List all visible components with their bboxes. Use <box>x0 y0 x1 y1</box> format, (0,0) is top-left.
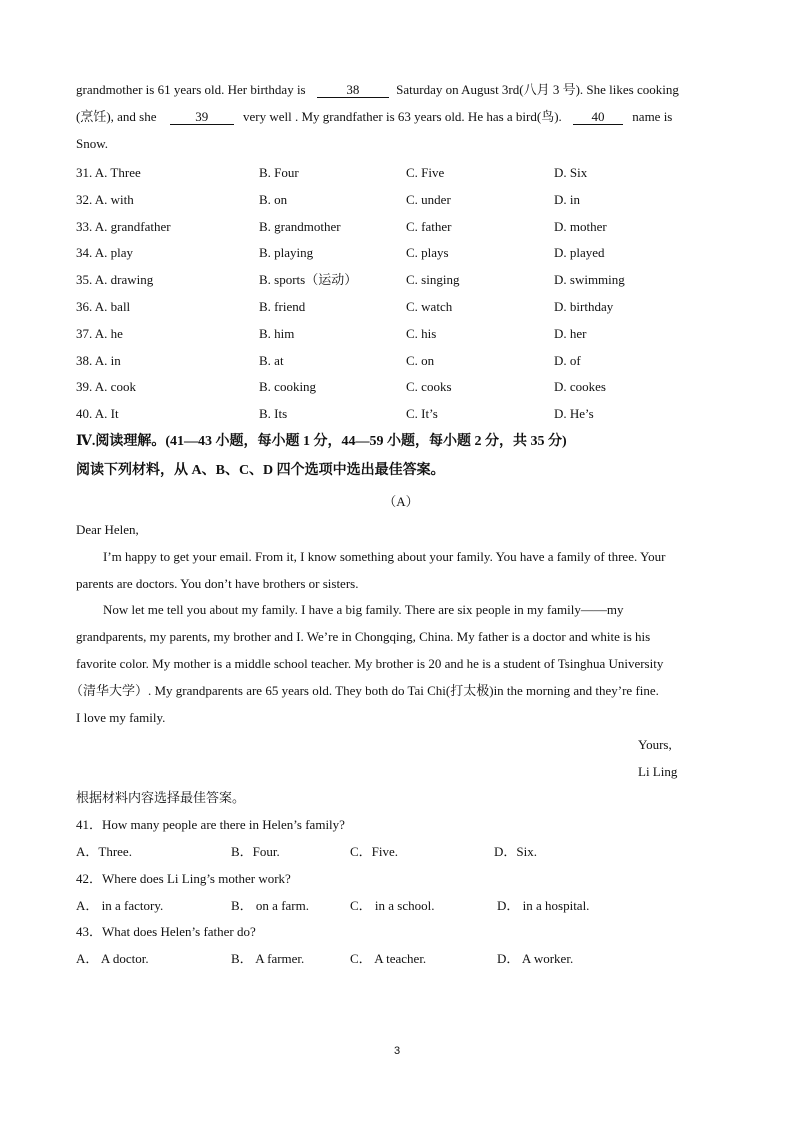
letter-closing: Yours, <box>638 737 672 752</box>
answer-option-a[interactable]: A．Three. <box>76 844 132 859</box>
cloze-option-b: B. sports（运动） <box>259 272 358 288</box>
answer-option-a[interactable]: A． A doctor. <box>76 951 149 966</box>
cloze-option-row <box>76 165 726 181</box>
cloze-option-row <box>76 245 726 261</box>
cloze-option-b: B. grandmother <box>259 218 341 234</box>
blank-39: 39 <box>170 110 234 125</box>
cloze-option-d: D. cookes <box>554 379 606 395</box>
letter-greeting: Dear Helen, <box>76 522 139 537</box>
cloze-option-d: D. played <box>554 245 605 261</box>
cloze-option-b: B. playing <box>259 245 314 261</box>
questions-intro: 根据材料内容选择最佳答案。 <box>76 790 246 805</box>
answer-option-b[interactable]: B． on a farm. <box>231 897 309 913</box>
passage-text: (烹饪), and she <box>76 109 157 124</box>
cloze-option-d: D. of <box>554 352 581 368</box>
blank-40: 40 <box>573 110 623 125</box>
cloze-option-row <box>76 219 726 235</box>
question-stem: 41．How many people are there in Helen’s family? <box>76 817 345 832</box>
cloze-option-b: B. Its <box>259 406 288 422</box>
cloze-option-b: B. cooking <box>259 379 317 395</box>
answer-option-c[interactable]: C． A teacher. <box>350 951 427 966</box>
part-label: （A） <box>383 494 419 509</box>
cloze-option-d: D. in <box>554 191 580 207</box>
cloze-option-d: D. birthday <box>554 299 614 314</box>
passage-text: very well . My grandfather is 63 years old. He has a bird(鸟). <box>243 109 562 124</box>
letter-paragraph-line: Now let me tell you about my family. I have a big family. There are six people in my family——my <box>103 602 624 617</box>
cloze-option-row <box>76 299 726 315</box>
cloze-option-c: C. his <box>406 325 437 341</box>
passage-line-3: Snow. <box>76 136 109 151</box>
question-answer-row <box>76 898 726 914</box>
section-heading: Ⅳ.阅读理解。(41—43 小题，每小题 1 分，44—59 小题，每小题 2 分，共 35 分) <box>76 434 567 449</box>
cloze-question-option-a: 39. A. cook <box>76 379 136 395</box>
cloze-option-row <box>76 192 726 208</box>
question-stem: 43．What does Helen’s father do? <box>76 924 256 939</box>
cloze-option-c: C. under <box>406 191 451 207</box>
question-answer-row <box>76 844 726 860</box>
cloze-question-option-a: 32. A. with <box>76 191 134 207</box>
cloze-option-row <box>76 353 726 369</box>
cloze-option-d: D. her <box>554 325 587 341</box>
letter-signature: Li Ling <box>638 764 678 779</box>
cloze-question-option-a: 31. A. Three <box>76 165 141 180</box>
cloze-option-c: C. watch <box>406 299 453 314</box>
cloze-option-c: C. cooks <box>406 379 452 395</box>
cloze-option-d: D. swimming <box>554 272 625 288</box>
section-instruction: 阅读下列材料，从 A、B、C、D 四个选项中选出最佳答案。 <box>76 463 445 478</box>
cloze-option-row <box>76 406 726 422</box>
question-answer-row <box>76 951 726 967</box>
cloze-option-row <box>76 272 726 288</box>
answer-option-c[interactable]: C．Five. <box>350 844 399 859</box>
answer-option-d[interactable]: D． in a hospital. <box>497 897 590 913</box>
answer-option-d[interactable]: D．Six. <box>494 844 537 859</box>
cloze-option-c: C. It’s <box>406 406 438 422</box>
letter-paragraph-line: （清华大学）. My grandparents are 65 years old. They both do Tai Chi(打太极)in the morning and they’re fine. <box>70 683 659 698</box>
answer-option-a[interactable]: A． in a factory. <box>76 897 164 913</box>
answer-option-b[interactable]: B． A farmer. <box>231 951 305 966</box>
cloze-question-option-a: 36. A. ball <box>76 299 131 314</box>
cloze-question-option-a: 40. A. It <box>76 406 119 422</box>
blank-38: 38 <box>317 83 389 98</box>
cloze-option-c: C. on <box>406 352 435 368</box>
letter-paragraph-line: I’m happy to get your email. From it, I know something about your family. You have a family of three. Your <box>103 549 666 564</box>
cloze-option-row <box>76 379 726 395</box>
cloze-question-option-a: 38. A. in <box>76 352 121 368</box>
cloze-option-c: C. Five <box>406 165 445 180</box>
letter-paragraph-line: I love my family. <box>76 710 166 725</box>
cloze-option-row <box>76 326 726 342</box>
letter-paragraph-line: grandparents, my parents, my brother and I. We’re in Chongqing, China. My father is a doctor and white is his <box>76 629 651 644</box>
cloze-option-c: C. plays <box>406 245 449 261</box>
passage-line-2 <box>76 109 672 125</box>
cloze-option-d: D. Six <box>554 165 588 180</box>
cloze-option-b: B. friend <box>259 299 306 314</box>
cloze-option-c: C. father <box>406 218 452 234</box>
letter-paragraph-line: favorite color. My mother is a middle school teacher. My brother is 20 and he is a student of Tsinghua University <box>76 656 664 671</box>
cloze-question-option-a: 33. A. grandfather <box>76 218 171 234</box>
letter-paragraph-line: parents are doctors. You don’t have brothers or sisters. <box>76 576 359 591</box>
passage-text: name is <box>632 109 673 124</box>
cloze-question-option-a: 34. A. play <box>76 245 134 261</box>
passage-text: Saturday on August 3rd(八月 3 号). She likes cooking <box>396 82 679 97</box>
question-stem: 42．Where does Li Ling’s mother work? <box>76 870 291 886</box>
cloze-option-b: B. at <box>259 352 284 368</box>
cloze-option-d: D. He’s <box>554 406 594 422</box>
cloze-option-b: B. him <box>259 325 295 341</box>
cloze-option-c: C. singing <box>406 272 460 288</box>
passage-line-1 <box>76 82 679 98</box>
cloze-option-b: B. Four <box>259 165 299 180</box>
answer-option-c[interactable]: C． in a school. <box>350 897 435 913</box>
cloze-option-d: D. mother <box>554 218 607 234</box>
answer-option-b[interactable]: B．Four. <box>231 844 280 859</box>
cloze-question-option-a: 35. A. drawing <box>76 272 154 288</box>
answer-option-d[interactable]: D． A worker. <box>497 951 574 966</box>
cloze-question-option-a: 37. A. he <box>76 325 123 341</box>
passage-text: grandmother is 61 years old. Her birthday is <box>76 82 306 97</box>
page-number: 3 <box>393 1045 401 1057</box>
cloze-option-b: B. on <box>259 191 288 207</box>
